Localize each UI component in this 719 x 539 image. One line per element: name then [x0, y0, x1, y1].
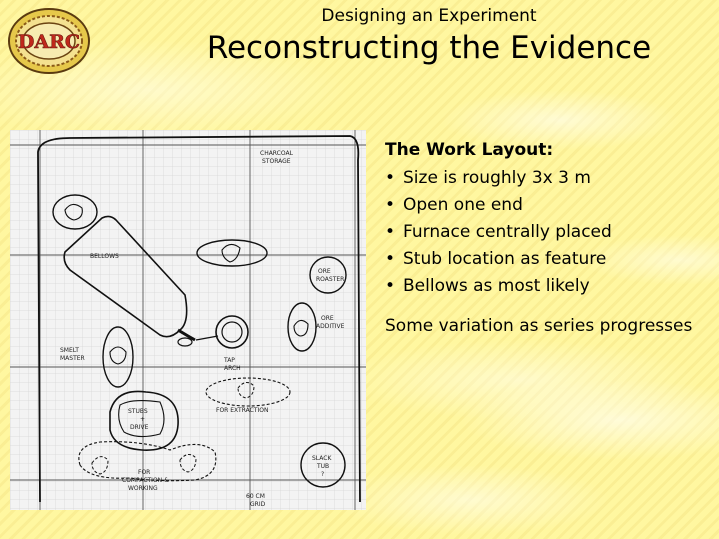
bullet-icon: •	[385, 276, 396, 296]
list-item-text: Furnace centrally placed	[403, 222, 612, 242]
slide-subtitle: Designing an Experiment	[321, 6, 537, 26]
list-item	[385, 221, 715, 248]
label-stubs-line1: STUBS	[128, 408, 148, 415]
label-stubs-line2: +	[140, 416, 146, 423]
slide-title: Reconstructing the Evidence	[206, 30, 652, 66]
work-layout-sketch	[10, 130, 366, 510]
label-ore-additive-line2: ADDITIVE	[316, 323, 345, 330]
label-for-extraction: FOR EXTRACTION	[216, 407, 269, 414]
label-charcoal-line2: STORAGE	[262, 158, 291, 165]
label-smelt-master-line2: MASTER	[60, 355, 85, 362]
label-grid-line2: GRID	[250, 501, 266, 508]
label-slack-tub-line3: ?	[321, 471, 325, 478]
list-item	[385, 167, 715, 194]
logo-text: DARC	[17, 31, 81, 53]
label-smelt-master-line1: SMELT	[60, 347, 79, 354]
list-item-text: Size is roughly 3x 3 m	[403, 168, 591, 188]
work-layout-list	[385, 167, 715, 302]
label-bellows: BELLOWS	[90, 253, 119, 260]
label-compaction-line3: WORKING	[128, 485, 158, 492]
list-item	[385, 275, 715, 302]
label-ore-roaster-line2: ROASTER	[316, 276, 345, 283]
list-item	[385, 194, 715, 221]
label-slack-tub-line2: TUB	[317, 463, 330, 470]
label-tap-arch-line1: TAP	[224, 357, 235, 364]
label-compaction-line1: FOR	[138, 469, 151, 476]
variation-note: Some variation as series progresses	[385, 316, 693, 336]
list-item-text: Open one end	[403, 195, 523, 215]
bullet-icon: •	[385, 222, 396, 242]
label-slack-tub-line1: SLACK	[312, 455, 332, 462]
bullet-icon: •	[385, 249, 396, 269]
work-layout-text	[385, 140, 715, 336]
bullet-icon: •	[385, 168, 396, 188]
label-stubs-line3: DRIVE	[130, 424, 149, 431]
label-grid-line1: 60 CM	[246, 493, 265, 500]
label-ore-roaster-line1: ORE	[318, 268, 331, 275]
label-compaction-line2: COMPACTION &	[122, 477, 169, 484]
work-layout-heading: The Work Layout:	[385, 140, 554, 160]
list-item-text: Bellows as most likely	[403, 276, 590, 296]
bullet-icon: •	[385, 195, 396, 215]
list-item-text: Stub location as feature	[403, 249, 607, 269]
list-item	[385, 248, 715, 275]
label-ore-additive-line1: ORE	[321, 315, 334, 322]
label-tap-arch-line2: ARCH	[224, 365, 241, 372]
label-charcoal-line1: CHARCOAL	[260, 150, 293, 157]
